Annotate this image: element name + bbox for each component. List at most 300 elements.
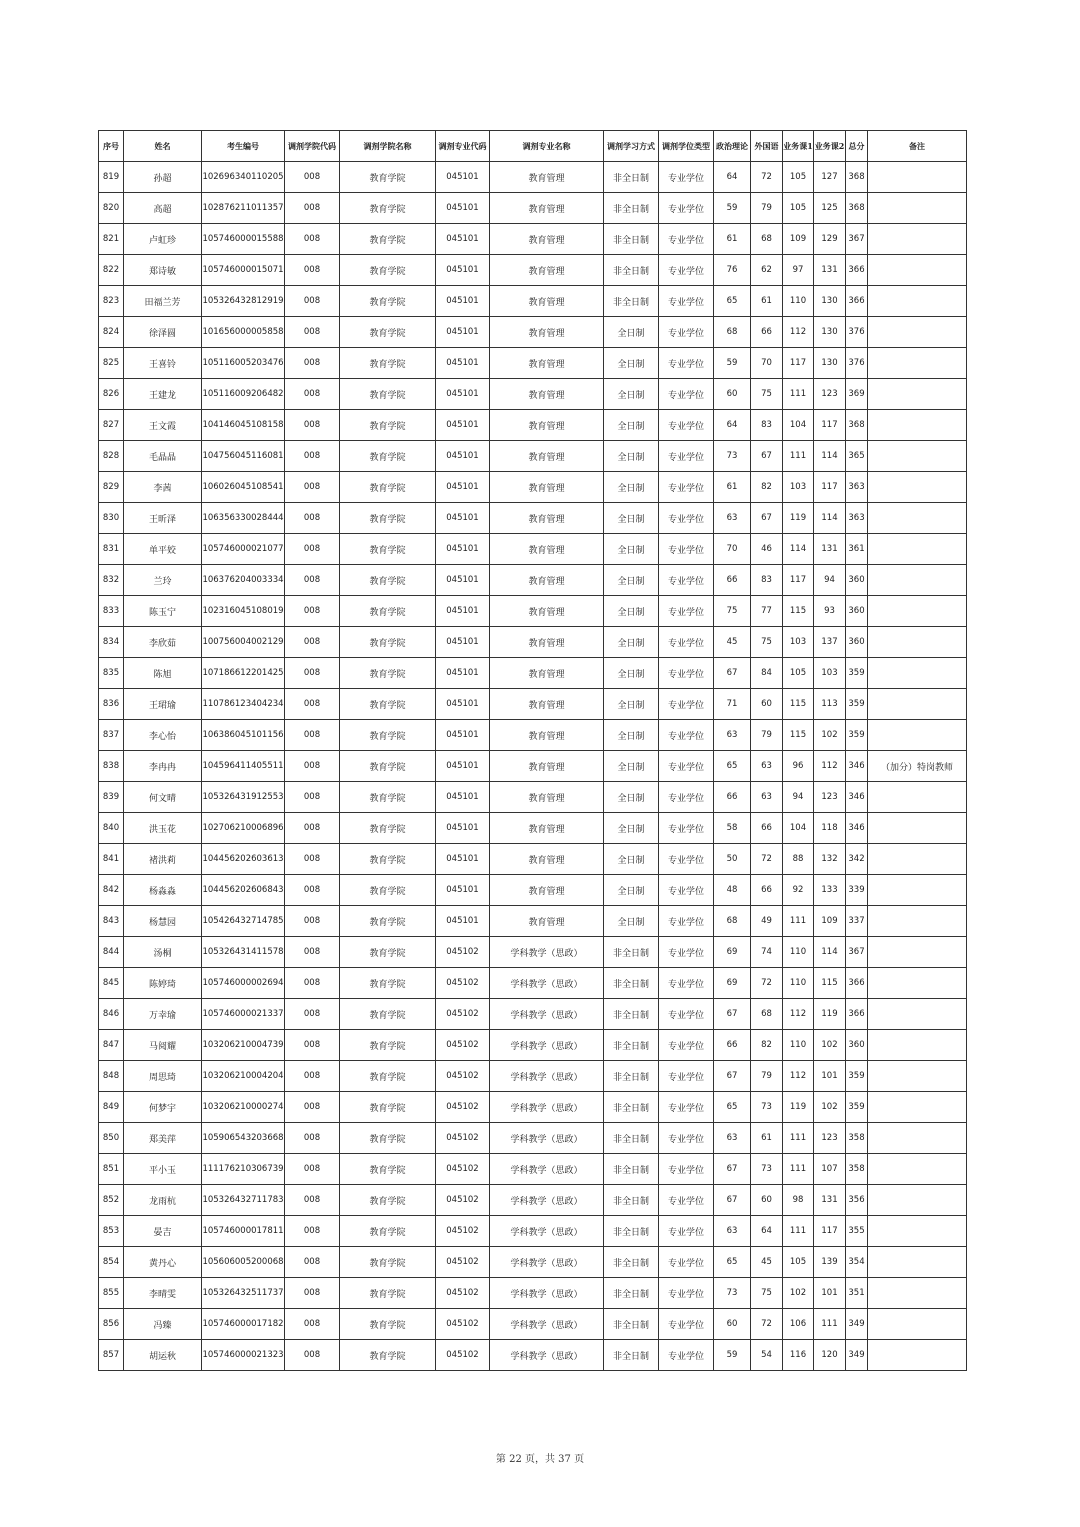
cell-col-college-name: 教育学院 [340,565,436,596]
cell-col-degree-type: 专业学位 [659,1340,714,1371]
cell-col-exam-id: 105746000015588 [202,224,285,255]
cell-col-college-name: 教育学院 [340,534,436,565]
header-col-college-name: 调剂学院名称 [340,131,436,162]
cell-col-college-code: 008 [285,937,340,968]
cell-col-index: 823 [99,286,124,317]
table-header-row [99,131,967,162]
cell-col-course1: 114 [783,534,814,565]
header-col-name: 姓名 [124,131,202,162]
cell-col-exam-id: 105746000021323 [202,1340,285,1371]
cell-col-course2: 133 [814,875,846,906]
cell-col-course1: 102 [783,1278,814,1309]
cell-col-college-code: 008 [285,286,340,317]
cell-col-exam-id: 105746000017182 [202,1309,285,1340]
cell-col-name: 万幸瑜 [124,999,202,1030]
cell-col-major-code: 045101 [436,193,490,224]
cell-col-course2: 131 [814,255,846,286]
cell-col-major-code: 045101 [436,751,490,782]
cell-col-college-name: 教育学院 [340,751,436,782]
cell-col-remark [868,162,967,193]
cell-col-name: 王珺瑜 [124,689,202,720]
cell-col-major-name: 教育管理 [490,534,604,565]
cell-col-name: 何文晴 [124,782,202,813]
cell-col-major-name: 学科教学（思政） [490,1030,604,1061]
cell-col-course1: 105 [783,162,814,193]
table-row [99,1030,967,1061]
table-row [99,255,967,286]
cell-col-remark: （加分）特岗教师 [868,751,967,782]
cell-col-study-mode: 全日制 [604,472,659,503]
cell-col-major-code: 045101 [436,286,490,317]
cell-col-foreign-lang: 83 [751,565,783,596]
cell-col-index: 835 [99,658,124,689]
cell-col-exam-id: 103206210004739 [202,1030,285,1061]
cell-col-major-name: 教育管理 [490,193,604,224]
cell-col-major-code: 045101 [436,348,490,379]
cell-col-course1: 119 [783,1092,814,1123]
cell-col-politics: 50 [714,844,751,875]
cell-col-total: 351 [846,1278,868,1309]
cell-col-major-name: 学科教学（思政） [490,1247,604,1278]
header-col-major-name: 调剂专业名称 [490,131,604,162]
table-row [99,410,967,441]
header-col-exam-id: 考生编号 [202,131,285,162]
cell-col-course1: 98 [783,1185,814,1216]
cell-col-college-code: 008 [285,844,340,875]
cell-col-course1: 116 [783,1340,814,1371]
cell-col-politics: 65 [714,1247,751,1278]
cell-col-college-name: 教育学院 [340,1309,436,1340]
cell-col-politics: 59 [714,348,751,379]
table-row [99,441,967,472]
cell-col-exam-id: 102706210006896 [202,813,285,844]
cell-col-college-name: 教育学院 [340,875,436,906]
cell-col-major-name: 学科教学（思政） [490,999,604,1030]
cell-col-foreign-lang: 64 [751,1216,783,1247]
cell-col-remark [868,534,967,565]
cell-col-name: 何梦宇 [124,1092,202,1123]
cell-col-college-code: 008 [285,1278,340,1309]
cell-col-major-name: 教育管理 [490,658,604,689]
table-row [99,751,967,782]
cell-col-remark [868,968,967,999]
cell-col-total: 376 [846,348,868,379]
header-col-remark: 备注 [868,131,967,162]
cell-col-college-name: 教育学院 [340,844,436,875]
header-col-college-code: 调剂学院代码 [285,131,340,162]
cell-col-foreign-lang: 72 [751,968,783,999]
cell-col-foreign-lang: 72 [751,1309,783,1340]
cell-col-course2: 111 [814,1309,846,1340]
cell-col-course2: 139 [814,1247,846,1278]
cell-col-major-name: 教育管理 [490,751,604,782]
cell-col-college-name: 教育学院 [340,472,436,503]
cell-col-index: 842 [99,875,124,906]
cell-col-index: 826 [99,379,124,410]
cell-col-major-name: 教育管理 [490,379,604,410]
table-row [99,1123,967,1154]
cell-col-major-name: 学科教学（思政） [490,1340,604,1371]
cell-col-college-name: 教育学院 [340,937,436,968]
table-row [99,1061,967,1092]
cell-col-politics: 68 [714,906,751,937]
cell-col-name: 洪玉花 [124,813,202,844]
cell-col-college-name: 教育学院 [340,348,436,379]
cell-col-name: 高超 [124,193,202,224]
cell-col-foreign-lang: 63 [751,751,783,782]
cell-col-study-mode: 非全日制 [604,1309,659,1340]
header-col-index: 序号 [99,131,124,162]
cell-col-foreign-lang: 82 [751,472,783,503]
cell-col-course2: 101 [814,1061,846,1092]
cell-col-foreign-lang: 73 [751,1092,783,1123]
cell-col-course2: 117 [814,472,846,503]
cell-col-major-code: 045101 [436,317,490,348]
cell-col-foreign-lang: 68 [751,224,783,255]
cell-col-name: 晏吉 [124,1216,202,1247]
cell-col-foreign-lang: 63 [751,782,783,813]
cell-col-total: 366 [846,255,868,286]
cell-col-name: 陈玉宁 [124,596,202,627]
cell-col-course1: 111 [783,1216,814,1247]
cell-col-course1: 92 [783,875,814,906]
cell-col-course2: 117 [814,1216,846,1247]
table-row [99,317,967,348]
table-row [99,1216,967,1247]
cell-col-college-name: 教育学院 [340,224,436,255]
cell-col-college-name: 教育学院 [340,1123,436,1154]
cell-col-course1: 109 [783,224,814,255]
cell-col-name: 汤桐 [124,937,202,968]
cell-col-exam-id: 102316045108019 [202,596,285,627]
cell-col-foreign-lang: 68 [751,999,783,1030]
cell-col-exam-id: 110786123404234 [202,689,285,720]
cell-col-index: 850 [99,1123,124,1154]
cell-col-major-code: 045101 [436,720,490,751]
cell-col-foreign-lang: 61 [751,1123,783,1154]
cell-col-study-mode: 非全日制 [604,999,659,1030]
cell-col-course2: 112 [814,751,846,782]
cell-col-foreign-lang: 79 [751,720,783,751]
cell-col-study-mode: 全日制 [604,875,659,906]
cell-col-major-name: 教育管理 [490,410,604,441]
cell-col-major-code: 045102 [436,1247,490,1278]
cell-col-index: 851 [99,1154,124,1185]
cell-col-course2: 114 [814,503,846,534]
table-row [99,472,967,503]
cell-col-index: 846 [99,999,124,1030]
cell-col-degree-type: 专业学位 [659,286,714,317]
cell-col-major-code: 045102 [436,1309,490,1340]
cell-col-course2: 114 [814,441,846,472]
cell-col-degree-type: 专业学位 [659,503,714,534]
cell-col-exam-id: 105746000002694 [202,968,285,999]
cell-col-index: 849 [99,1092,124,1123]
cell-col-index: 852 [99,1185,124,1216]
table-row [99,348,967,379]
cell-col-index: 821 [99,224,124,255]
cell-col-name: 徐泽圆 [124,317,202,348]
cell-col-index: 834 [99,627,124,658]
cell-col-major-code: 045101 [436,813,490,844]
cell-col-name: 褚洪莉 [124,844,202,875]
cell-col-major-name: 教育管理 [490,906,604,937]
cell-col-course2: 130 [814,286,846,317]
cell-col-study-mode: 全日制 [604,379,659,410]
cell-col-exam-id: 104456202606843 [202,875,285,906]
cell-col-remark [868,1092,967,1123]
cell-col-politics: 64 [714,162,751,193]
cell-col-course1: 105 [783,658,814,689]
cell-col-total: 360 [846,627,868,658]
cell-col-college-code: 008 [285,472,340,503]
cell-col-politics: 60 [714,1309,751,1340]
cell-col-course1: 96 [783,751,814,782]
cell-col-exam-id: 102696340110205 [202,162,285,193]
cell-col-index: 819 [99,162,124,193]
cell-col-index: 829 [99,472,124,503]
cell-col-remark [868,1216,967,1247]
cell-col-college-name: 教育学院 [340,379,436,410]
cell-col-politics: 71 [714,689,751,720]
cell-col-exam-id: 102876211011357 [202,193,285,224]
cell-col-index: 822 [99,255,124,286]
cell-col-degree-type: 专业学位 [659,441,714,472]
header-col-major-code: 调剂专业代码 [436,131,490,162]
table-row [99,937,967,968]
cell-col-college-code: 008 [285,1092,340,1123]
table-row [99,1154,967,1185]
cell-col-degree-type: 专业学位 [659,596,714,627]
cell-col-course2: 102 [814,720,846,751]
cell-col-total: 359 [846,1061,868,1092]
cell-col-exam-id: 105746000021337 [202,999,285,1030]
cell-col-politics: 69 [714,937,751,968]
cell-col-course1: 112 [783,999,814,1030]
table-row [99,286,967,317]
cell-col-politics: 67 [714,999,751,1030]
cell-col-college-code: 008 [285,1340,340,1371]
cell-col-remark [868,658,967,689]
cell-col-degree-type: 专业学位 [659,1216,714,1247]
cell-col-study-mode: 全日制 [604,348,659,379]
cell-col-college-name: 教育学院 [340,1278,436,1309]
cell-col-name: 黄丹心 [124,1247,202,1278]
cell-col-college-name: 教育学院 [340,720,436,751]
cell-col-politics: 59 [714,193,751,224]
cell-col-course1: 111 [783,1123,814,1154]
cell-col-study-mode: 非全日制 [604,1061,659,1092]
cell-col-name: 陈旭 [124,658,202,689]
cell-col-exam-id: 104596411405511 [202,751,285,782]
cell-col-course2: 131 [814,1185,846,1216]
cell-col-course2: 129 [814,224,846,255]
cell-col-college-code: 008 [285,255,340,286]
cell-col-name: 李晴雯 [124,1278,202,1309]
cell-col-study-mode: 非全日制 [604,1278,659,1309]
cell-col-foreign-lang: 66 [751,875,783,906]
cell-col-degree-type: 专业学位 [659,317,714,348]
cell-col-study-mode: 非全日制 [604,968,659,999]
cell-col-foreign-lang: 61 [751,286,783,317]
cell-col-index: 841 [99,844,124,875]
cell-col-remark [868,875,967,906]
table-row [99,627,967,658]
cell-col-major-name: 教育管理 [490,720,604,751]
cell-col-foreign-lang: 72 [751,162,783,193]
cell-col-study-mode: 全日制 [604,906,659,937]
cell-col-study-mode: 非全日制 [604,1340,659,1371]
cell-col-study-mode: 全日制 [604,782,659,813]
cell-col-politics: 65 [714,1092,751,1123]
cell-col-course2: 93 [814,596,846,627]
table-row [99,968,967,999]
cell-col-study-mode: 非全日制 [604,1030,659,1061]
cell-col-course2: 101 [814,1278,846,1309]
cell-col-name: 王文霞 [124,410,202,441]
cell-col-major-name: 学科教学（思政） [490,1278,604,1309]
cell-col-total: 358 [846,1123,868,1154]
cell-col-major-code: 045102 [436,1340,490,1371]
cell-col-politics: 66 [714,565,751,596]
cell-col-name: 龙雨杭 [124,1185,202,1216]
cell-col-total: 356 [846,1185,868,1216]
cell-col-exam-id: 111176210306739 [202,1154,285,1185]
cell-col-exam-id: 105326431912553 [202,782,285,813]
cell-col-major-name: 教育管理 [490,689,604,720]
cell-col-remark [868,379,967,410]
cell-col-degree-type: 专业学位 [659,410,714,441]
cell-col-study-mode: 全日制 [604,844,659,875]
cell-col-name: 王昕泽 [124,503,202,534]
cell-col-college-name: 教育学院 [340,1185,436,1216]
cell-col-major-name: 教育管理 [490,224,604,255]
cell-col-college-name: 教育学院 [340,441,436,472]
cell-col-exam-id: 106026045108541 [202,472,285,503]
cell-col-remark [868,813,967,844]
cell-col-total: 368 [846,162,868,193]
cell-col-exam-id: 106376204003334 [202,565,285,596]
cell-col-exam-id: 105426432714785 [202,906,285,937]
table-row [99,1092,967,1123]
cell-col-course2: 132 [814,844,846,875]
cell-col-total: 349 [846,1340,868,1371]
cell-col-name: 孙超 [124,162,202,193]
cell-col-foreign-lang: 75 [751,1278,783,1309]
cell-col-name: 李欣茹 [124,627,202,658]
cell-col-remark [868,1061,967,1092]
cell-col-exam-id: 105906543203668 [202,1123,285,1154]
cell-col-exam-id: 106356330028444 [202,503,285,534]
cell-col-total: 360 [846,565,868,596]
cell-col-index: 847 [99,1030,124,1061]
cell-col-exam-id: 105326432711783 [202,1185,285,1216]
cell-col-remark [868,627,967,658]
table-row [99,534,967,565]
cell-col-major-code: 045101 [436,255,490,286]
cell-col-index: 840 [99,813,124,844]
cell-col-course1: 110 [783,286,814,317]
cell-col-course1: 103 [783,472,814,503]
cell-col-total: 367 [846,937,868,968]
cell-col-course1: 112 [783,1061,814,1092]
cell-col-course2: 130 [814,317,846,348]
cell-col-politics: 70 [714,534,751,565]
cell-col-degree-type: 专业学位 [659,379,714,410]
cell-col-foreign-lang: 66 [751,813,783,844]
cell-col-course1: 111 [783,1154,814,1185]
cell-col-index: 838 [99,751,124,782]
cell-col-politics: 67 [714,1185,751,1216]
cell-col-index: 831 [99,534,124,565]
cell-col-major-code: 045102 [436,1216,490,1247]
cell-col-total: 360 [846,1030,868,1061]
cell-col-name: 毛晶晶 [124,441,202,472]
cell-col-college-name: 教育学院 [340,689,436,720]
cell-col-course1: 115 [783,720,814,751]
cell-col-index: 832 [99,565,124,596]
cell-col-remark [868,441,967,472]
cell-col-foreign-lang: 72 [751,844,783,875]
cell-col-study-mode: 全日制 [604,410,659,441]
cell-col-major-name: 教育管理 [490,255,604,286]
table-row [99,689,967,720]
cell-col-major-name: 教育管理 [490,627,604,658]
cell-col-degree-type: 专业学位 [659,1309,714,1340]
header-col-degree-type: 调剂学位类型 [659,131,714,162]
cell-col-remark [868,1123,967,1154]
cell-col-exam-id: 105116005203476 [202,348,285,379]
header-col-study-mode: 调剂学习方式 [604,131,659,162]
cell-col-study-mode: 非全日制 [604,1092,659,1123]
cell-col-total: 359 [846,658,868,689]
cell-col-major-name: 学科教学（思政） [490,1123,604,1154]
cell-col-degree-type: 专业学位 [659,937,714,968]
cell-col-index: 825 [99,348,124,379]
cell-col-major-code: 045102 [436,1123,490,1154]
cell-col-college-name: 教育学院 [340,813,436,844]
table-row [99,565,967,596]
cell-col-foreign-lang: 74 [751,937,783,968]
cell-col-study-mode: 全日制 [604,658,659,689]
cell-col-politics: 48 [714,875,751,906]
cell-col-remark [868,689,967,720]
cell-col-college-name: 教育学院 [340,162,436,193]
cell-col-foreign-lang: 49 [751,906,783,937]
cell-col-foreign-lang: 82 [751,1030,783,1061]
cell-col-major-name: 教育管理 [490,844,604,875]
cell-col-course1: 104 [783,813,814,844]
table-row [99,782,967,813]
cell-col-course1: 115 [783,689,814,720]
cell-col-major-name: 教育管理 [490,596,604,627]
cell-col-degree-type: 专业学位 [659,1247,714,1278]
cell-col-study-mode: 全日制 [604,813,659,844]
cell-col-index: 839 [99,782,124,813]
cell-col-major-code: 045102 [436,1154,490,1185]
cell-col-course2: 118 [814,813,846,844]
cell-col-college-code: 008 [285,627,340,658]
cell-col-exam-id: 104146045108158 [202,410,285,441]
cell-col-college-code: 008 [285,348,340,379]
cell-col-remark [868,906,967,937]
cell-col-index: 824 [99,317,124,348]
cell-col-course1: 115 [783,596,814,627]
cell-col-exam-id: 105326432812919 [202,286,285,317]
cell-col-study-mode: 全日制 [604,689,659,720]
cell-col-index: 855 [99,1278,124,1309]
cell-col-course2: 123 [814,1123,846,1154]
